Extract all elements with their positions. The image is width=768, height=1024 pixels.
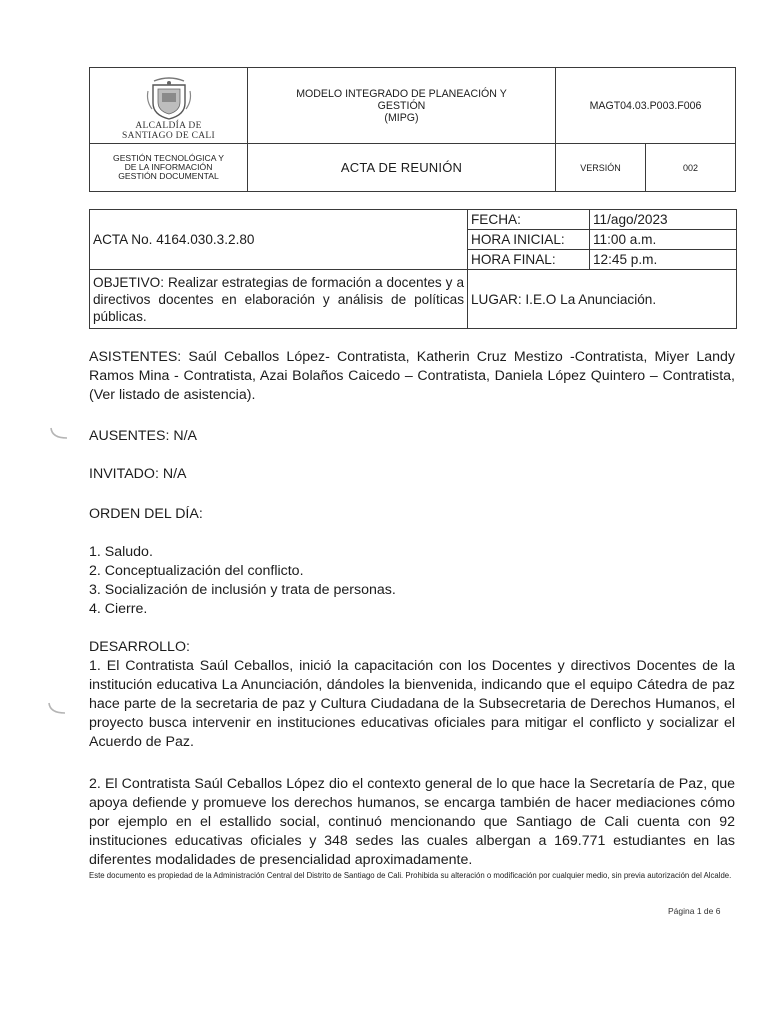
desarrollo-paragraph-1: 1. El Contratista Saúl Ceballos, inició la capacitación con los Docentes y directivos Docentes de la institución educativa La Anunciación, dándoles la bienvenida, indicando que el equipo Cátedra de paz hace parte de la secretaria de paz y Cultura Ciudadana de la Subsecretaria de Derechos Humanos, el proyecto busca intervenir en instituciones educativas oficiales para mitigar el conflicto y socializar el Acuerdo de Paz. bbox=[89, 658, 735, 750]
invitado-line: INVITADO: N/A bbox=[89, 466, 187, 482]
hora-inicial-label: HORA INICIAL: bbox=[468, 230, 590, 250]
document-header bbox=[89, 67, 736, 192]
hora-final-value: 12:45 p.m. bbox=[590, 250, 737, 270]
version-label: VERSIÓN bbox=[556, 144, 646, 192]
asistentes-paragraph: ASISTENTES: Saúl Ceballos López- Contratista, Katherin Cruz Mestizo -Contratista, Miyer Landy Ramos Mina - Contratista, Azai Bolaños Caicedo – Contratista, Daniela López Quintero – Contratista, (Ver listado de asistencia). bbox=[89, 349, 735, 403]
list-item: 1. Saludo. bbox=[89, 544, 153, 560]
desarrollo-title: DESARROLLO: bbox=[89, 639, 190, 655]
department-name: GESTIÓN TECNOLÓGICA Y DE LA INFORMACIÓN GESTIÓN DOCUMENTAL bbox=[90, 144, 248, 192]
hora-final-label: HORA FINAL: bbox=[468, 250, 590, 270]
fecha-label: FECHA: bbox=[468, 210, 590, 230]
hora-inicial-value: 11:00 a.m. bbox=[590, 230, 737, 250]
version-value: 002 bbox=[646, 144, 736, 192]
hole-punch-mark bbox=[48, 425, 70, 441]
agenda-list bbox=[89, 543, 735, 619]
acta-number: ACTA No. 4164.030.3.2.80 bbox=[90, 210, 468, 270]
desarrollo-paragraph-2: 2. El Contratista Saúl Ceballos López dio el contexto general de lo que hace la Secretaría de Paz, que apoya defiende y promueve los derechos humanos, se encarga también de hacer mediaciones cómo por ejemplo en el estallido social, continuó mencionando que Santiago de Cali cuenta con 92 instituciones educativas oficiales y 348 sedes las cuales albergan a 169.771 estudiantes en las diferentes modalidades de presencialidad aproximadamente. bbox=[89, 776, 735, 868]
list-item: 2. Conceptualización del conflicto. bbox=[89, 563, 304, 579]
logo-cell bbox=[90, 68, 248, 144]
objetivo: OBJETIVO: Realizar estrategias de formación a docentes y a directivos docentes en elaboración y análisis de políticas públicas. bbox=[90, 270, 468, 329]
meeting-info-table bbox=[89, 209, 737, 329]
hole-punch-mark bbox=[46, 700, 68, 716]
municipality-name: ALCALDÍA DE SANTIAGO DE CALI bbox=[122, 120, 215, 141]
document-title: ACTA DE REUNIÓN bbox=[248, 144, 556, 192]
model-name-cell: MODELO INTEGRADO DE PLANEACIÓN Y GESTIÓN (MIPG) bbox=[248, 68, 556, 144]
ausentes-line: AUSENTES: N/A bbox=[89, 428, 198, 444]
city-seal-logo bbox=[144, 75, 194, 121]
fecha-value: 11/ago/2023 bbox=[590, 210, 737, 230]
list-item: 3. Socialización de inclusión y trata de personas. bbox=[89, 582, 396, 598]
orden-del-dia-title: ORDEN DEL DÍA: bbox=[89, 506, 203, 522]
lugar: LUGAR: I.E.O La Anunciación. bbox=[468, 270, 737, 329]
document-code: MAGT04.03.P003.F006 bbox=[556, 68, 736, 144]
list-item: 4. Cierre. bbox=[89, 601, 148, 617]
footer-disclaimer: Este documento es propiedad de la Administración Central del Distrito de Santiago de Cali. Prohibida su alteración o modificación por cualquier medio, sin previa autorización del Alcalde. bbox=[89, 871, 732, 880]
page-number: Página 1 de 6 bbox=[668, 906, 721, 916]
